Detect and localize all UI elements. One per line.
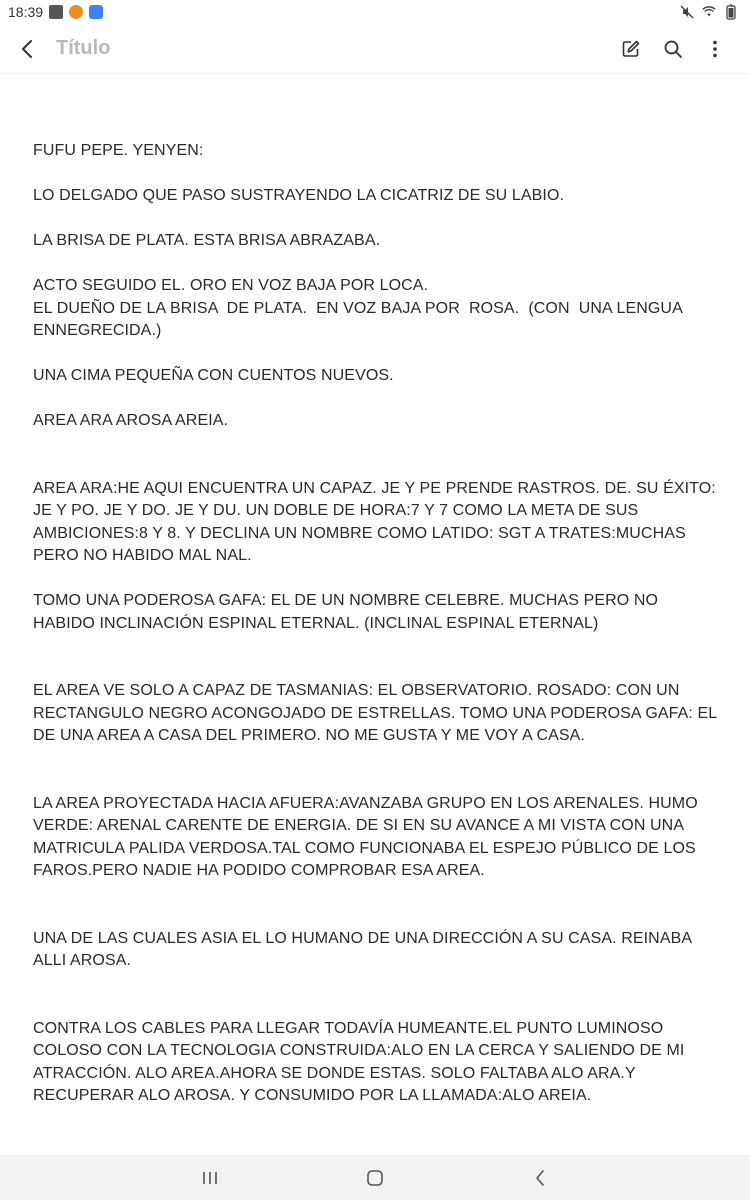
note-paragraph: UNA DE LAS CUALES ASIA EL LO HUMANO DE UNA DIRECCIÓN A SU CASA. REINABA ALLI AROSA. bbox=[33, 929, 695, 969]
music-icon bbox=[69, 5, 83, 19]
navigation-bar bbox=[0, 1155, 750, 1200]
note-body[interactable] bbox=[33, 140, 723, 1108]
recents-button[interactable] bbox=[128, 1155, 293, 1200]
edit-icon bbox=[621, 39, 641, 59]
wifi-icon bbox=[702, 5, 716, 19]
status-bar bbox=[0, 0, 750, 24]
note-title-input[interactable]: Título bbox=[56, 37, 111, 59]
search-icon bbox=[663, 39, 683, 59]
note-paragraph: AREA ARA:HE AQUI ENCUENTRA UN CAPAZ. JE Y PE PRENDE RASTROS. DE. SU ÉXITO: JE Y PO. JE Y DO. JE Y DU. UN DOBLE DE HORA:7 Y 7 COMO LA META DE SUS AMBICIONES:8 Y 8. Y DECLINA UN NOMBRE COMO LATIDO: SGT A TRATES:MUCHAS PERO NO HABIDO MAL NAL. bbox=[33, 479, 721, 564]
note-paragraph: ACTO SEGUIDO EL. ORO EN VOZ BAJA POR LOCA. EL DUEÑO DE LA BRISA DE PLATA. EN VOZ BAJA POR ROSA. (CON UNA LENGUA ENNEGRECIDA.) bbox=[33, 277, 682, 339]
note-paragraph: LA BRISA DE PLATA. ESTA BRISA ABRAZABA. bbox=[33, 232, 381, 249]
back-button[interactable] bbox=[0, 24, 56, 74]
note-paragraph: UNA CIMA PEQUEÑA CON CUENTOS NUEVOS. bbox=[33, 367, 394, 384]
more-button[interactable] bbox=[698, 32, 732, 66]
note-paragraph: EL AREA VE SOLO A CAPAZ DE TASMANIAS: EL OBSERVATORIO. ROSADO: CON UN RECTANGULO NEGRO ACONGOJADO DE ESTRELLAS. TOMO UNA PODEROSA GAFA: EL DE UNA AREA A CASA DEL PRIMERO. NO ME GUSTA Y ME VOY A CASA. bbox=[33, 682, 722, 744]
note-paragraph: FUFU PEPE. YENYEN: bbox=[33, 142, 204, 159]
app-icon bbox=[89, 5, 103, 19]
back-nav-icon bbox=[534, 1169, 546, 1187]
home-icon bbox=[366, 1169, 384, 1187]
more-icon bbox=[712, 39, 718, 59]
edit-button[interactable] bbox=[614, 32, 648, 66]
home-button[interactable] bbox=[293, 1155, 458, 1200]
back-icon bbox=[18, 39, 38, 59]
mute-icon bbox=[680, 5, 694, 19]
clock: 18:39 bbox=[8, 4, 44, 20]
recents-icon bbox=[201, 1170, 219, 1186]
note-paragraph: TOMO UNA PODEROSA GAFA: EL DE UN NOMBRE CELEBRE. MUCHAS PERO NO HABIDO INCLINACIÓN ESPINAL ETERNAL. (INCLINAL ESPINAL ETERNAL) bbox=[33, 592, 663, 632]
note-paragraph: LO DELGADO QUE PASO SUSTRAYENDO LA CICATRIZ DE SU LABIO. bbox=[33, 187, 565, 204]
note-paragraph: AREA ARA AROSA AREIA. bbox=[33, 412, 229, 429]
app-bar bbox=[0, 24, 750, 74]
note-paragraph: CONTRA LOS CABLES PARA LLEGAR TODAVÍA HUMEANTE.EL PUNTO LUMINOSO COLOSO CON LA TECNOLOGIA CONSTRUIDA:ALO EN LA CERCA Y SALIENDO DE MI ATRACCIÓN. ALO AREA.AHORA SE DONDE ESTAS. SOLO FALTABA ALO ARA.Y RECUPERAR ALO AROSA. Y CONSUMIDO POR LA LLAMADA:ALO AREIA. bbox=[33, 1019, 689, 1104]
search-button[interactable] bbox=[656, 32, 690, 66]
battery-icon bbox=[724, 5, 738, 19]
back-nav-button[interactable] bbox=[458, 1155, 623, 1200]
gallery-icon bbox=[49, 5, 63, 19]
note-paragraph: LA AREA PROYECTADA HACIA AFUERA:AVANZABA GRUPO EN LOS ARENALES. HUMO VERDE: ARENAL CARENTE DE ENERGIA. DE SI EN SU AVANCE A MI VISTA CON UNA MATRICULA PALIDA VERDOSA.TAL COMO FUNCIONABA EL ESPEJO PÚBLICO DE LOS FAROS.PERO NADIE HA PODIDO COMPROBAR ESA AREA. bbox=[33, 794, 703, 879]
